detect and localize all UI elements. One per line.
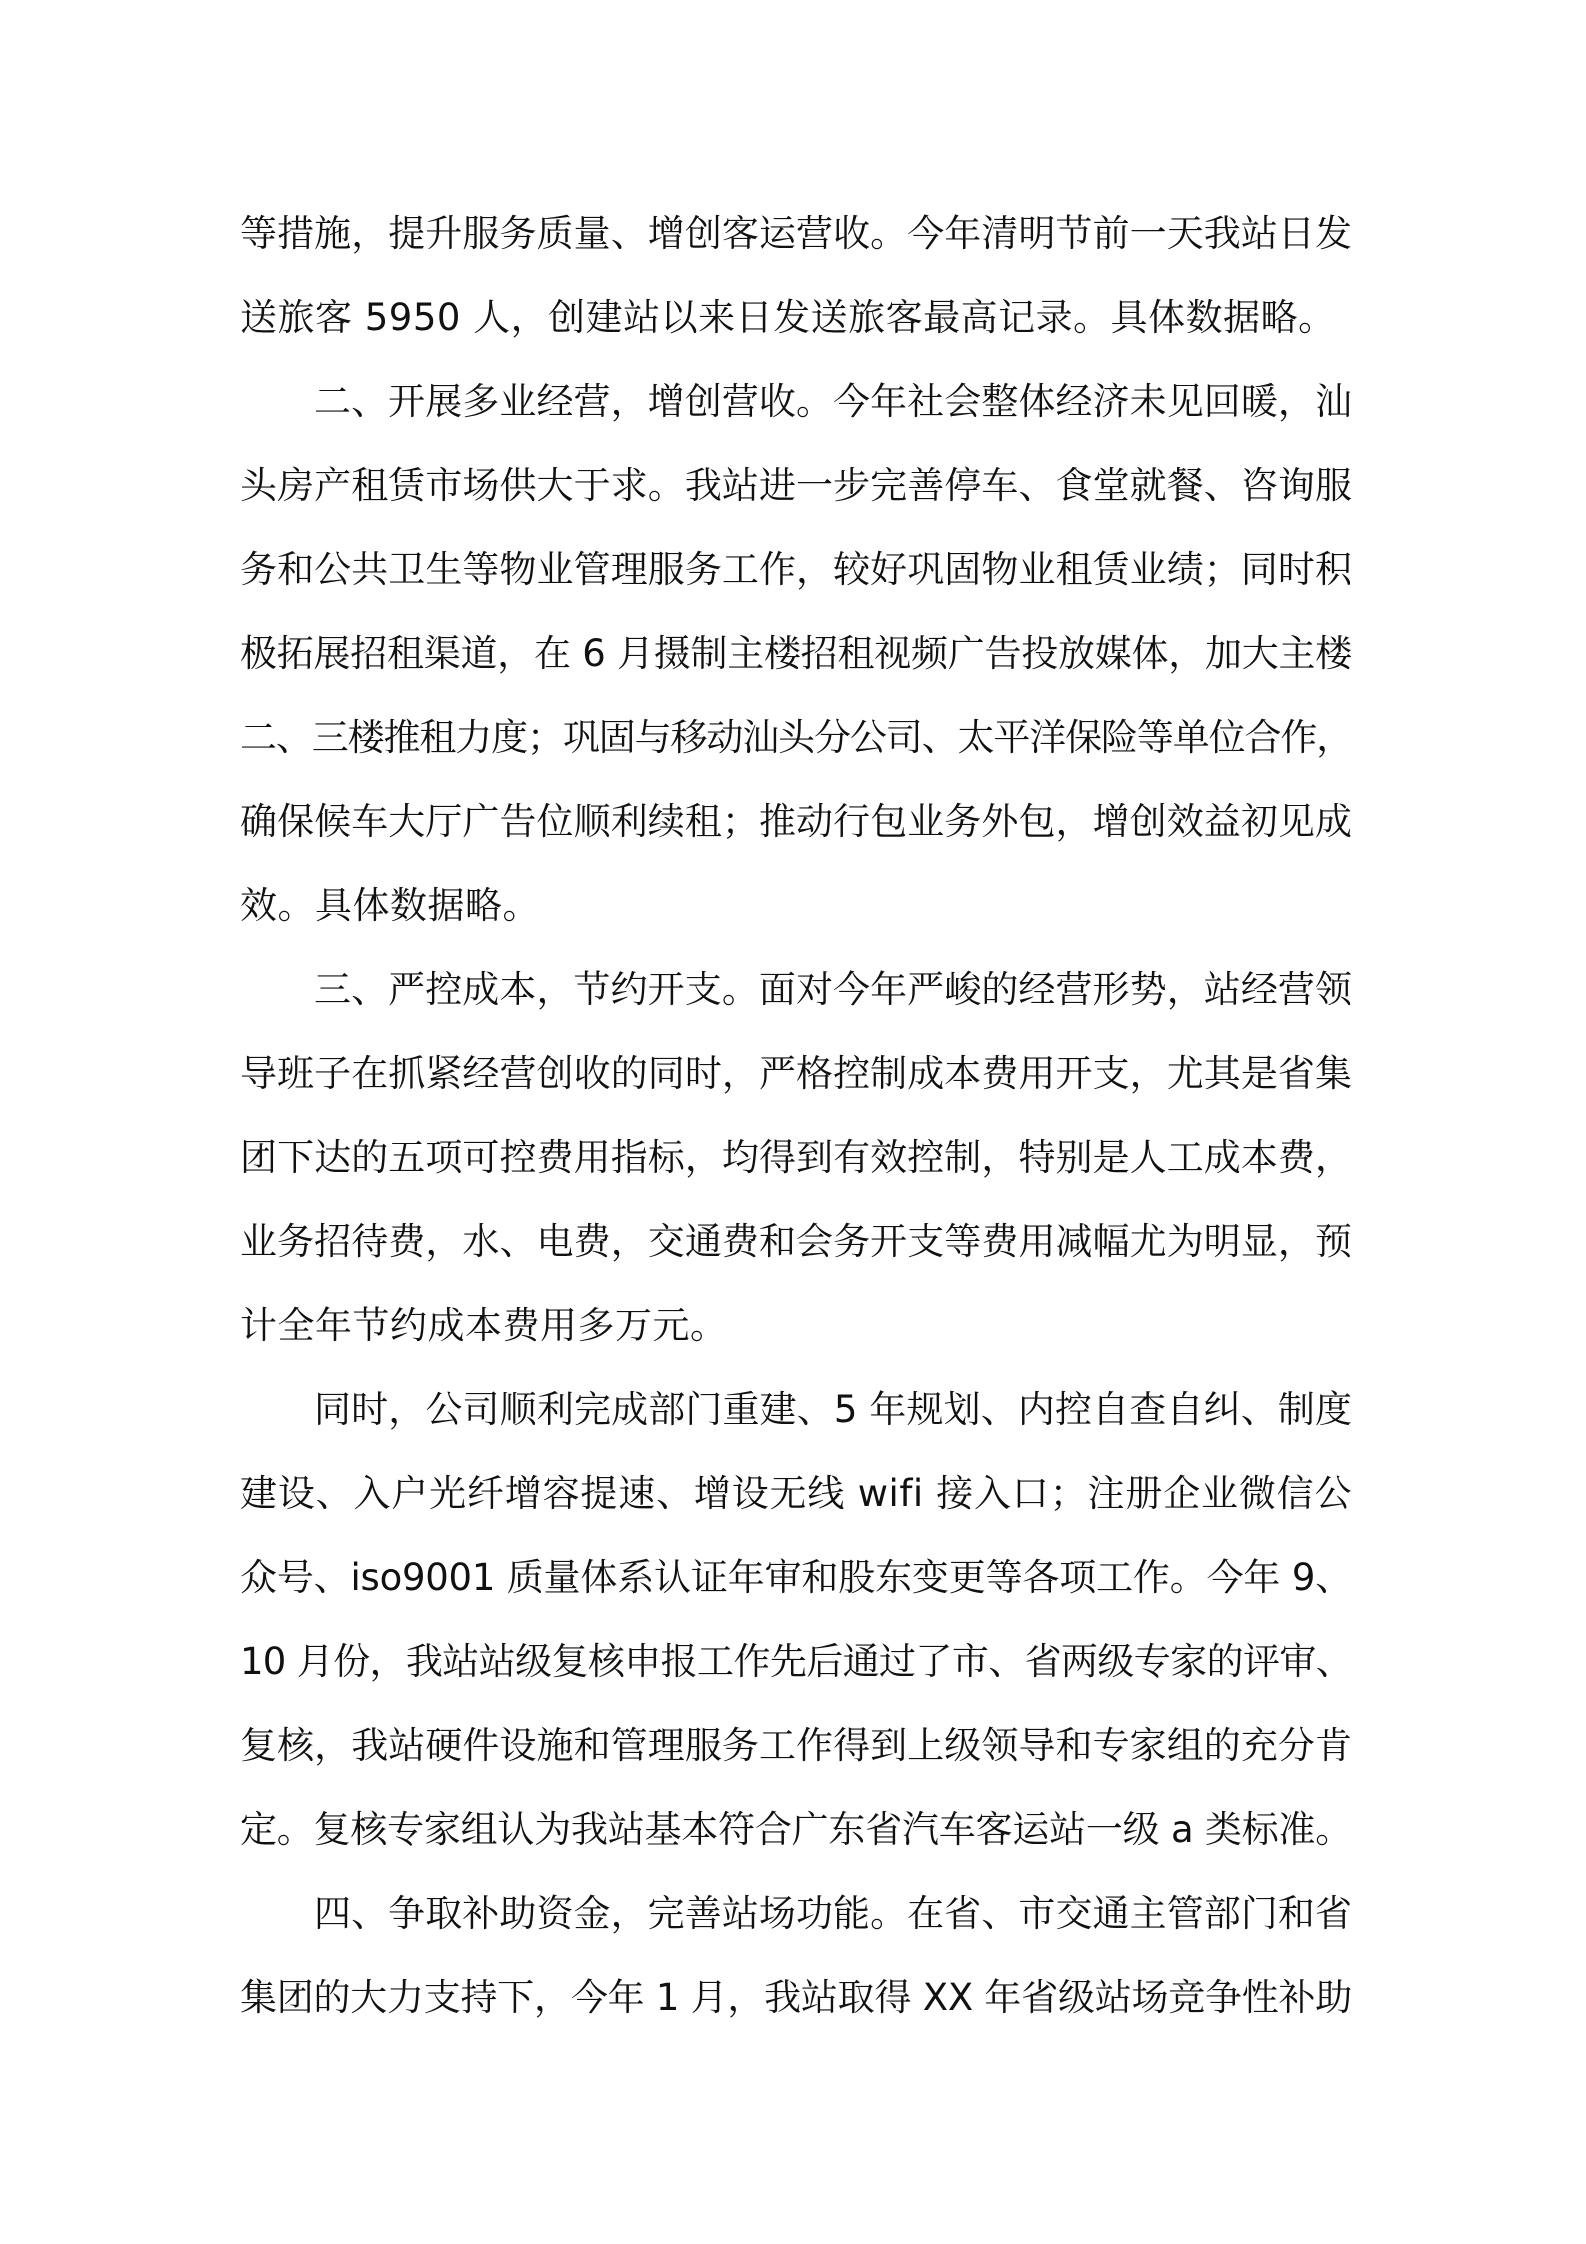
paragraph-first-line: 三、严控成本，节约开支。面对今年严峻的经营形势，站经营领 xyxy=(314,968,1352,1011)
text-line: 复核，我站硬件设施和管理服务工作得到上级领导和专家组的充分肯 xyxy=(240,1724,1352,1767)
text-line: 确保候车大厅广告位顺利续租；推动行包业务外包，增创效益初见成 xyxy=(240,800,1352,843)
paragraph-first-line: 四、争取补助资金，完善站场功能。在省、市交通主管部门和省 xyxy=(314,1892,1352,1935)
text-line: 业务招待费，水、电费，交通费和会务开支等费用减幅尤为明显，预 xyxy=(240,1220,1352,1263)
text-line: 头房产租赁市场供大于求。我站进一步完善停车、食堂就餐、咨询服 xyxy=(240,464,1352,507)
text-line: 计全年节约成本费用多万元。 xyxy=(240,1304,728,1347)
text-line: 定。复核专家组认为我站基本符合广东省汽车客运站一级 a 类标准。 xyxy=(240,1808,1352,1851)
text-line: 集团的大力支持下，今年 1 月，我站取得 XX 年省级站场竞争性补助 xyxy=(240,1976,1352,2019)
paragraph-first-line: 同时，公司顺利完成部门重建、5 年规划、内控自查自纠、制度 xyxy=(314,1388,1352,1431)
text-line: 等措施，提升服务质量、增创客运营收。今年清明节前一天我站日发 xyxy=(240,212,1352,255)
text-line: 导班子在抓紧经营创收的同时，严格控制成本费用开支，尤其是省集 xyxy=(240,1052,1352,1095)
text-line: 建设、入户光纤增容提速、增设无线 wifi 接入口；注册企业微信公 xyxy=(240,1472,1352,1515)
text-line: 团下达的五项可控费用指标，均得到有效控制，特别是人工成本费， xyxy=(240,1136,1352,1179)
text-line: 二、三楼推租力度；巩固与移动汕头分公司、太平洋保险等单位合作， xyxy=(240,716,1352,759)
paragraph-first-line: 二、开展多业经营，增创营收。今年社会整体经济未见回暖，汕 xyxy=(314,380,1352,423)
text-line: 效。具体数据略。 xyxy=(240,884,540,927)
text-line: 众号、iso9001 质量体系认证年审和股东变更等各项工作。今年 9、 xyxy=(240,1556,1352,1599)
text-line: 10 月份，我站站级复核申报工作先后通过了市、省两级专家的评审、 xyxy=(240,1640,1352,1683)
body-text xyxy=(240,192,1352,2040)
text-line: 极拓展招租渠道，在 6 月摄制主楼招租视频广告投放媒体，加大主楼 xyxy=(240,632,1353,675)
text-line: 务和公共卫生等物业管理服务工作，较好巩固物业租赁业绩；同时积 xyxy=(240,548,1352,591)
text-line: 送旅客 5950 人，创建站以来日发送旅客最高记录。具体数据略。 xyxy=(240,296,1336,339)
